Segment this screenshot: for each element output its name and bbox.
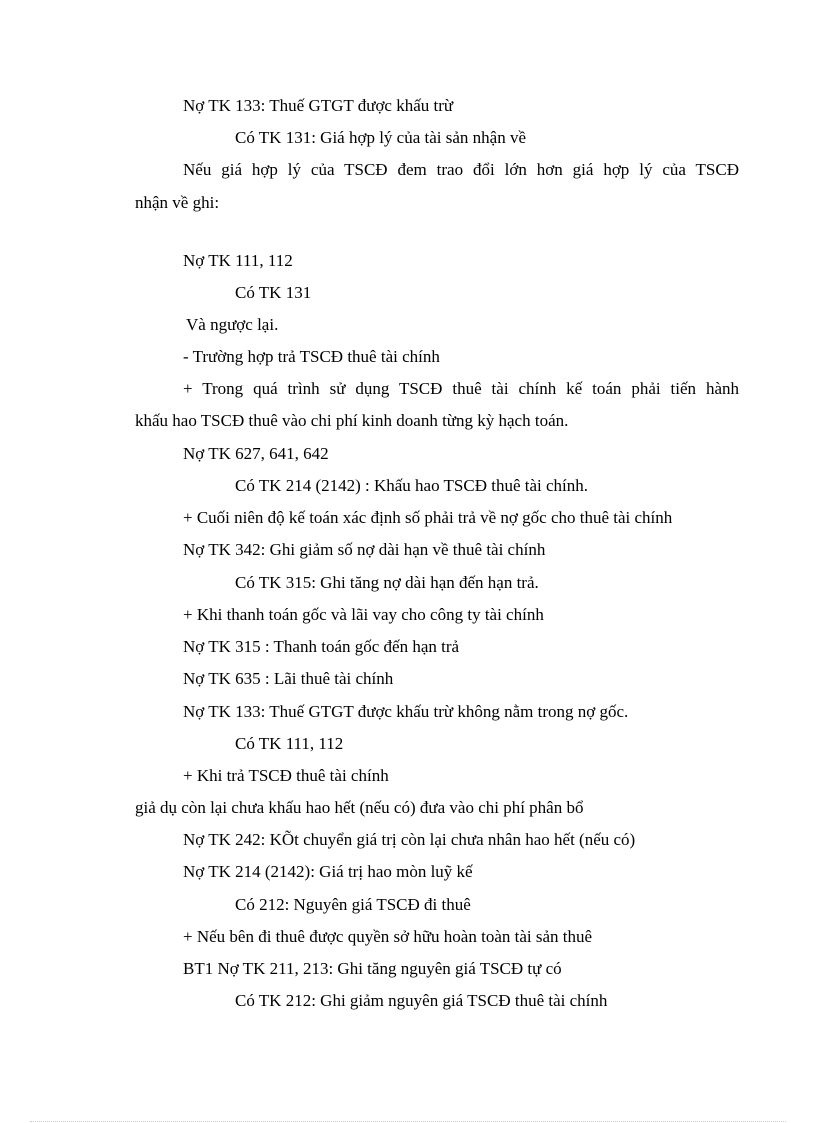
text-line: Nợ TK 133: Thuế GTGT được khấu trừ	[183, 96, 454, 115]
text-line: nhận về ghi:	[135, 193, 220, 212]
text-line: Và ngược lại.	[186, 315, 279, 334]
text-line: Nợ TK 342: Ghi giảm số nợ dài hạn về thuê tài chính	[183, 540, 546, 559]
text-line: Có TK 212: Ghi giảm nguyên giá TSCĐ thuê tài chính	[235, 991, 608, 1010]
paragraph-line: + Trong quá trình sử dụng TSCĐ thuê tài chính kế toán phải tiến hành	[183, 379, 739, 398]
text-line: + Khi thanh toán gốc và lãi vay cho công ty tài chính	[183, 605, 544, 624]
text-line: Có 212: Nguyên giá TSCĐ đi thuê	[235, 895, 471, 914]
text-line: Có TK 131	[235, 283, 312, 302]
text-line: giả dụ còn lại chưa khấu hao hết (nếu có) đưa vào chi phí phân bổ	[135, 798, 584, 817]
paragraph-line: Nếu giá hợp lý của TSCĐ đem trao đổi lớn hơn giá hợp lý của TSCĐ	[183, 160, 739, 179]
text-line: Nợ TK 242: KÕt chuyển giá trị còn lại chưa nhân hao hết (nếu có)	[183, 830, 636, 849]
text-line: Nợ TK 315 : Thanh toán gốc đến hạn trả	[183, 637, 460, 656]
text-line: Có TK 111, 112	[235, 734, 344, 753]
text-line: + Khi trả TSCĐ thuê tài chính	[183, 766, 389, 785]
text-line: Nợ TK 635 : Lãi thuê tài chính	[183, 669, 394, 688]
page-bottom-divider	[30, 1121, 786, 1122]
text-line: Nợ TK 133: Thuế GTGT được khấu trừ không nằm trong nợ gốc.	[183, 702, 629, 721]
text-line: + Nếu bên đi thuê được quyền sở hữu hoàn toàn tài sản thuê	[183, 927, 593, 946]
text-line: Có TK 214 (2142) : Khấu hao TSCĐ thuê tài chính.	[235, 476, 589, 495]
text-line: Có TK 131: Giá hợp lý của tài sản nhận về	[235, 128, 527, 147]
text-line: - Trường hợp trả TSCĐ thuê tài chính	[183, 347, 440, 366]
text-line: Có TK 315: Ghi tăng nợ dài hạn đến hạn trả.	[235, 573, 539, 592]
text-line: BT1 Nợ TK 211, 213: Ghi tăng nguyên giá TSCĐ tự có	[183, 959, 562, 978]
text-line: khấu hao TSCĐ thuê vào chi phí kinh doanh từng kỳ hạch toán.	[135, 411, 569, 430]
text-line: Nợ TK 214 (2142): Giá trị hao mòn luỹ kế	[183, 862, 473, 881]
text-line: Nợ TK 627, 641, 642	[183, 444, 329, 463]
text-line: Nợ TK 111, 112	[183, 251, 293, 270]
text-line: + Cuối niên độ kế toán xác định số phải trả về nợ gốc cho thuê tài chính	[183, 508, 673, 527]
